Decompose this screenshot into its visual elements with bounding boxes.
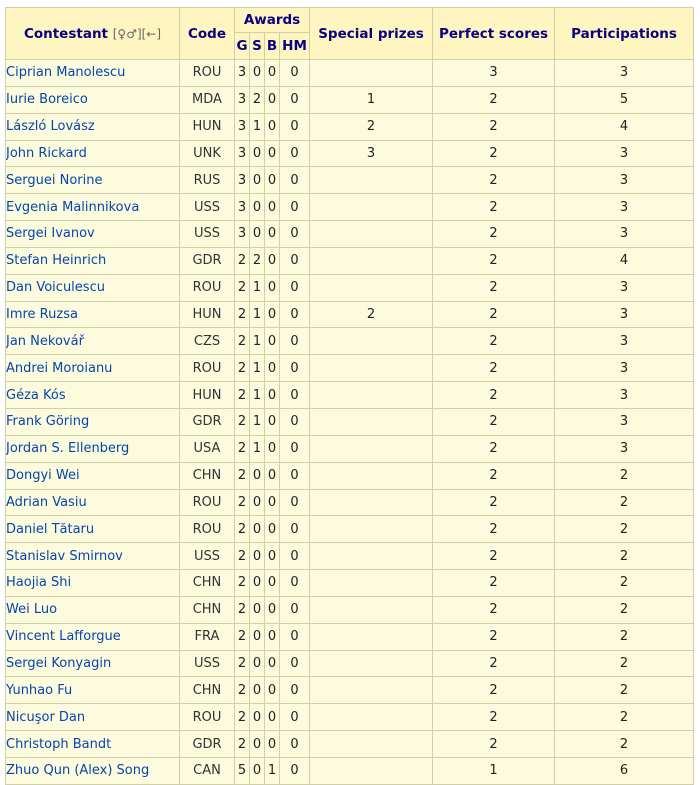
silver-count: 1 <box>250 435 265 462</box>
perfect-scores-count: 2 <box>433 221 555 248</box>
country-code: HUN <box>180 113 235 140</box>
silver-count: 1 <box>250 408 265 435</box>
contestant-header-label: Contestant <box>23 25 109 42</box>
table-row <box>6 86 694 113</box>
table-row <box>6 167 694 194</box>
gold-count: 5 <box>235 757 250 784</box>
participations-count: 2 <box>555 462 694 489</box>
perfect-scores-count: 1 <box>433 757 555 784</box>
participations-count: 2 <box>555 516 694 543</box>
contestants-table <box>5 7 694 785</box>
silver-count: 1 <box>250 328 265 355</box>
country-code: ROU <box>180 704 235 731</box>
gold-count: 3 <box>235 113 250 140</box>
bronze-count: 0 <box>265 140 280 167</box>
participations-count: 3 <box>555 435 694 462</box>
silver-header[interactable]: S <box>250 33 265 60</box>
participations-count: 2 <box>555 543 694 570</box>
special-prizes-count: 2 <box>310 113 433 140</box>
honorable-mention-count: 0 <box>280 623 310 650</box>
country-code: USS <box>180 650 235 677</box>
participations-count: 3 <box>555 140 694 167</box>
special-prizes-count <box>310 516 433 543</box>
participations-count: 3 <box>555 301 694 328</box>
gold-count: 2 <box>235 382 250 409</box>
participations-count: 3 <box>555 221 694 248</box>
contestant-name-link[interactable]: Vincent Lafforgue <box>6 623 180 650</box>
silver-count: 0 <box>250 194 265 221</box>
perfect-scores-count: 2 <box>433 435 555 462</box>
bronze-count: 0 <box>265 167 280 194</box>
contestant-name-link[interactable]: Haojia Shi <box>6 570 180 597</box>
special-prizes-count <box>310 355 433 382</box>
perfect-scores-count: 2 <box>433 382 555 409</box>
participations-count: 5 <box>555 86 694 113</box>
honorable-mention-count: 0 <box>280 301 310 328</box>
gold-count: 2 <box>235 731 250 758</box>
contestant-name-link[interactable]: Andrei Moroianu <box>6 355 180 382</box>
gold-count: 3 <box>235 167 250 194</box>
special-prizes-header[interactable]: Special prizes <box>310 8 433 60</box>
gold-count: 2 <box>235 435 250 462</box>
bronze-count: 0 <box>265 462 280 489</box>
special-prizes-count <box>310 623 433 650</box>
country-code: GDR <box>180 247 235 274</box>
participations-count: 2 <box>555 596 694 623</box>
silver-count: 1 <box>250 301 265 328</box>
special-prizes-count <box>310 570 433 597</box>
gold-count: 2 <box>235 650 250 677</box>
honorable-mention-count: 0 <box>280 435 310 462</box>
contestant-name-link[interactable]: Jan Nekovář <box>6 328 180 355</box>
special-prizes-count <box>310 382 433 409</box>
bronze-header[interactable]: B <box>265 33 280 60</box>
table-row <box>6 516 694 543</box>
bronze-count: 0 <box>265 86 280 113</box>
perfect-scores-count: 2 <box>433 194 555 221</box>
participations-count: 3 <box>555 194 694 221</box>
contestant-name-link[interactable]: Stefan Heinrich <box>6 247 180 274</box>
special-prizes-count: 1 <box>310 86 433 113</box>
silver-count: 0 <box>250 543 265 570</box>
contestant-name-link[interactable]: Sergei Ivanov <box>6 221 180 248</box>
silver-count: 2 <box>250 86 265 113</box>
participations-count: 2 <box>555 650 694 677</box>
table-row <box>6 570 694 597</box>
country-code: ROU <box>180 274 235 301</box>
country-code: HUN <box>180 382 235 409</box>
participations-header[interactable]: Participations <box>555 8 694 60</box>
silver-count: 0 <box>250 462 265 489</box>
perfect-scores-count: 2 <box>433 274 555 301</box>
table-row <box>6 274 694 301</box>
honorable-mention-count: 0 <box>280 570 310 597</box>
country-code: CHN <box>180 570 235 597</box>
participations-count: 3 <box>555 60 694 87</box>
special-prizes-count <box>310 435 433 462</box>
special-prizes-count <box>310 757 433 784</box>
country-code: ROU <box>180 516 235 543</box>
contestant-name-link[interactable]: Géza Kós <box>6 382 180 409</box>
silver-count: 1 <box>250 274 265 301</box>
bronze-count: 0 <box>265 435 280 462</box>
table-body <box>6 60 694 785</box>
silver-count: 0 <box>250 516 265 543</box>
perfect-scores-count: 2 <box>433 596 555 623</box>
perfect-scores-count: 2 <box>433 623 555 650</box>
table-row <box>6 462 694 489</box>
bronze-count: 0 <box>265 355 280 382</box>
bronze-count: 0 <box>265 543 280 570</box>
honorable-mention-count: 0 <box>280 221 310 248</box>
perfect-scores-count: 2 <box>433 355 555 382</box>
special-prizes-count <box>310 167 433 194</box>
country-code: HUN <box>180 301 235 328</box>
gold-count: 2 <box>235 543 250 570</box>
silver-count: 0 <box>250 731 265 758</box>
participations-count: 3 <box>555 408 694 435</box>
bronze-count: 0 <box>265 570 280 597</box>
perfect-scores-count: 2 <box>433 328 555 355</box>
participations-count: 2 <box>555 570 694 597</box>
gold-count: 2 <box>235 355 250 382</box>
silver-count: 0 <box>250 60 265 87</box>
honorable-mention-count: 0 <box>280 194 310 221</box>
bronze-count: 0 <box>265 60 280 87</box>
special-prizes-count <box>310 596 433 623</box>
contestant-name-link[interactable]: Daniel Tătaru <box>6 516 180 543</box>
perfect-scores-count: 2 <box>433 570 555 597</box>
perfect-scores-count: 2 <box>433 704 555 731</box>
contestant-name-link[interactable]: Stanislav Smirnov <box>6 543 180 570</box>
perfect-scores-header[interactable]: Perfect scores ▾ <box>433 8 555 60</box>
country-code: USS <box>180 543 235 570</box>
silver-count: 0 <box>250 623 265 650</box>
table-row <box>6 704 694 731</box>
contestant-name-link[interactable]: Imre Ruzsa <box>6 301 180 328</box>
country-code: CHN <box>180 596 235 623</box>
gold-count: 2 <box>235 274 250 301</box>
country-code: CHN <box>180 462 235 489</box>
silver-count: 0 <box>250 140 265 167</box>
silver-count: 0 <box>250 677 265 704</box>
gold-count: 3 <box>235 140 250 167</box>
participations-count: 3 <box>555 355 694 382</box>
perfect-scores-count: 2 <box>433 247 555 274</box>
perfect-scores-count: 2 <box>433 489 555 516</box>
participations-count: 2 <box>555 489 694 516</box>
sort-toggle-icon[interactable]: [♀♂][←] <box>112 26 162 41</box>
table-row <box>6 435 694 462</box>
honorable-mention-count: 0 <box>280 757 310 784</box>
participations-count: 2 <box>555 704 694 731</box>
special-prizes-count <box>310 247 433 274</box>
gold-count: 3 <box>235 86 250 113</box>
table-row <box>6 221 694 248</box>
contestant-name-link[interactable]: John Rickard <box>6 140 180 167</box>
special-prizes-count <box>310 328 433 355</box>
gold-count: 2 <box>235 704 250 731</box>
special-prizes-count <box>310 650 433 677</box>
honorable-mention-header[interactable]: HM <box>280 33 310 60</box>
honorable-mention-count: 0 <box>280 113 310 140</box>
country-code: RUS <box>180 167 235 194</box>
honorable-mention-count: 0 <box>280 355 310 382</box>
gold-count: 2 <box>235 301 250 328</box>
honorable-mention-count: 0 <box>280 408 310 435</box>
honorable-mention-count: 0 <box>280 328 310 355</box>
table-row <box>6 677 694 704</box>
contestant-name-link[interactable]: Wei Luo <box>6 596 180 623</box>
participations-count: 3 <box>555 274 694 301</box>
special-prizes-count <box>310 543 433 570</box>
honorable-mention-count: 0 <box>280 140 310 167</box>
honorable-mention-count: 0 <box>280 489 310 516</box>
contestant-name-link[interactable]: Adrian Vasiu <box>6 489 180 516</box>
bronze-count: 0 <box>265 301 280 328</box>
bronze-count: 0 <box>265 650 280 677</box>
special-prizes-count <box>310 677 433 704</box>
country-code: GDR <box>180 408 235 435</box>
special-prizes-count <box>310 60 433 87</box>
contestant-name-link[interactable]: Zhuo Qun (Alex) Song <box>6 757 180 784</box>
silver-count: 0 <box>250 489 265 516</box>
special-prizes-count <box>310 489 433 516</box>
table-row <box>6 355 694 382</box>
contestant-name-link[interactable]: Sergei Konyagin <box>6 650 180 677</box>
country-code: UNK <box>180 140 235 167</box>
silver-count: 0 <box>250 704 265 731</box>
contestant-name-link[interactable]: Jordan S. Ellenberg <box>6 435 180 462</box>
gold-count: 3 <box>235 60 250 87</box>
silver-count: 1 <box>250 382 265 409</box>
table-row <box>6 650 694 677</box>
perfect-scores-count: 2 <box>433 650 555 677</box>
contestant-name-link[interactable]: Christoph Bandt <box>6 731 180 758</box>
gold-count: 3 <box>235 194 250 221</box>
special-prizes-count: 3 <box>310 140 433 167</box>
bronze-count: 0 <box>265 408 280 435</box>
participations-count: 3 <box>555 167 694 194</box>
country-code: MDA <box>180 86 235 113</box>
gold-count: 2 <box>235 596 250 623</box>
perfect-scores-count: 3 <box>433 60 555 87</box>
contestant-name-link[interactable]: Evgenia Malinnikova <box>6 194 180 221</box>
table-row <box>6 194 694 221</box>
bronze-count: 0 <box>265 489 280 516</box>
silver-count: 0 <box>250 650 265 677</box>
perfect-scores-count: 2 <box>433 301 555 328</box>
participations-count: 3 <box>555 328 694 355</box>
special-prizes-count <box>310 408 433 435</box>
country-code: CZS <box>180 328 235 355</box>
contestant-name-link[interactable]: Nicuşor Dan <box>6 704 180 731</box>
table-row <box>6 382 694 409</box>
bronze-count: 0 <box>265 677 280 704</box>
table-row <box>6 731 694 758</box>
perfect-scores-count: 2 <box>433 86 555 113</box>
participations-count: 4 <box>555 113 694 140</box>
country-code: CAN <box>180 757 235 784</box>
country-code: USS <box>180 194 235 221</box>
silver-count: 0 <box>250 221 265 248</box>
table-row <box>6 328 694 355</box>
gold-count: 2 <box>235 462 250 489</box>
table-row <box>6 60 694 87</box>
bronze-count: 1 <box>265 757 280 784</box>
bronze-count: 0 <box>265 596 280 623</box>
honorable-mention-count: 0 <box>280 650 310 677</box>
bronze-count: 0 <box>265 113 280 140</box>
awards-header: Awards <box>235 8 310 33</box>
participations-count: 2 <box>555 731 694 758</box>
participations-count: 2 <box>555 677 694 704</box>
perfect-scores-count: 2 <box>433 113 555 140</box>
contestant-name-link[interactable]: Dan Voiculescu <box>6 274 180 301</box>
country-code: ROU <box>180 489 235 516</box>
silver-count: 0 <box>250 570 265 597</box>
gold-count: 2 <box>235 677 250 704</box>
country-code: CHN <box>180 677 235 704</box>
bronze-count: 0 <box>265 221 280 248</box>
contestant-name-link[interactable]: Iurie Boreico <box>6 86 180 113</box>
perfect-scores-count: 2 <box>433 543 555 570</box>
table-row <box>6 301 694 328</box>
perfect-scores-count: 2 <box>433 731 555 758</box>
honorable-mention-count: 0 <box>280 462 310 489</box>
contestant-name-link[interactable]: Serguei Norine <box>6 167 180 194</box>
contestant-name-link[interactable]: Frank Göring <box>6 408 180 435</box>
perfect-scores-count: 2 <box>433 408 555 435</box>
special-prizes-count <box>310 704 433 731</box>
bronze-count: 0 <box>265 328 280 355</box>
special-prizes-count <box>310 221 433 248</box>
participations-count: 4 <box>555 247 694 274</box>
silver-count: 1 <box>250 113 265 140</box>
contestant-name-link[interactable]: Ciprian Manolescu <box>6 60 180 87</box>
honorable-mention-count: 0 <box>280 677 310 704</box>
table-row <box>6 623 694 650</box>
honorable-mention-count: 0 <box>280 382 310 409</box>
honorable-mention-count: 0 <box>280 60 310 87</box>
bronze-count: 0 <box>265 274 280 301</box>
gold-count: 2 <box>235 328 250 355</box>
special-prizes-count <box>310 462 433 489</box>
country-code: FRA <box>180 623 235 650</box>
country-code: ROU <box>180 355 235 382</box>
gold-count: 2 <box>235 570 250 597</box>
silver-count: 0 <box>250 167 265 194</box>
country-code: USS <box>180 221 235 248</box>
bronze-count: 0 <box>265 382 280 409</box>
table-row <box>6 113 694 140</box>
special-prizes-count <box>310 274 433 301</box>
silver-count: 0 <box>250 596 265 623</box>
bronze-count: 0 <box>265 704 280 731</box>
participations-count: 3 <box>555 382 694 409</box>
bronze-count: 0 <box>265 516 280 543</box>
honorable-mention-count: 0 <box>280 731 310 758</box>
table-row <box>6 247 694 274</box>
honorable-mention-count: 0 <box>280 167 310 194</box>
country-code: USA <box>180 435 235 462</box>
honorable-mention-count: 0 <box>280 543 310 570</box>
country-code: GDR <box>180 731 235 758</box>
gold-count: 2 <box>235 516 250 543</box>
gold-count: 3 <box>235 221 250 248</box>
contestant-header[interactable] <box>6 8 180 60</box>
table-row <box>6 140 694 167</box>
perfect-scores-count: 2 <box>433 167 555 194</box>
table-row <box>6 408 694 435</box>
special-prizes-count <box>310 731 433 758</box>
honorable-mention-count: 0 <box>280 86 310 113</box>
honorable-mention-count: 0 <box>280 274 310 301</box>
table-row <box>6 596 694 623</box>
contestant-name-link[interactable]: Dongyi Wei <box>6 462 180 489</box>
bronze-count: 0 <box>265 247 280 274</box>
table-row <box>6 757 694 784</box>
bronze-count: 0 <box>265 731 280 758</box>
honorable-mention-count: 0 <box>280 247 310 274</box>
perfect-scores-count: 2 <box>433 677 555 704</box>
bronze-count: 0 <box>265 194 280 221</box>
table-row <box>6 489 694 516</box>
gold-count: 2 <box>235 489 250 516</box>
gold-count: 2 <box>235 408 250 435</box>
participations-count: 2 <box>555 623 694 650</box>
silver-count: 0 <box>250 757 265 784</box>
honorable-mention-count: 0 <box>280 516 310 543</box>
honorable-mention-count: 0 <box>280 596 310 623</box>
code-header[interactable]: Code <box>180 8 235 60</box>
bronze-count: 0 <box>265 623 280 650</box>
gold-count: 2 <box>235 623 250 650</box>
gold-count: 2 <box>235 247 250 274</box>
country-code: ROU <box>180 60 235 87</box>
contestant-name-link[interactable]: László Lovász <box>6 113 180 140</box>
table-row <box>6 543 694 570</box>
honorable-mention-count: 0 <box>280 704 310 731</box>
perfect-scores-count: 2 <box>433 516 555 543</box>
silver-count: 2 <box>250 247 265 274</box>
silver-count: 1 <box>250 355 265 382</box>
gold-header[interactable]: G <box>235 33 250 60</box>
perfect-scores-count: 2 <box>433 462 555 489</box>
special-prizes-count: 2 <box>310 301 433 328</box>
participations-count: 6 <box>555 757 694 784</box>
contestant-name-link[interactable]: Yunhao Fu <box>6 677 180 704</box>
perfect-scores-count: 2 <box>433 140 555 167</box>
special-prizes-count <box>310 194 433 221</box>
